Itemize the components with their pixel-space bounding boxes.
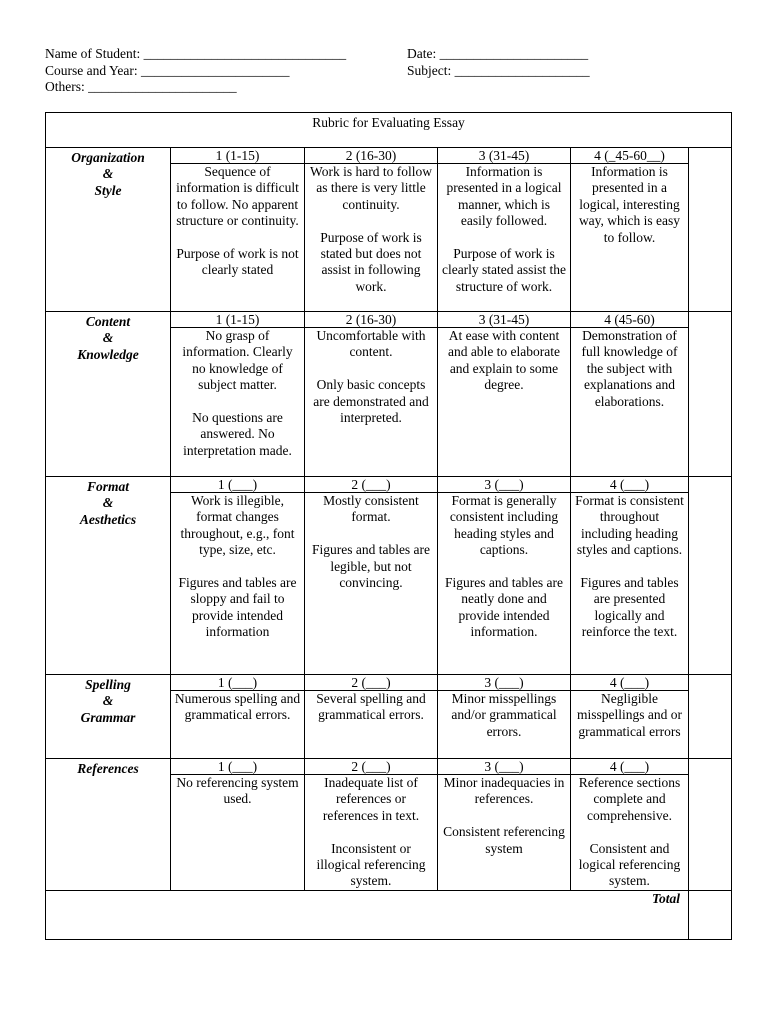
criterion-name bbox=[46, 148, 171, 312]
description-level-1: Sequence of information is difficult to follow. No apparent structure or continuity. Purpose of work is not clearly stated bbox=[171, 164, 305, 312]
criterion-score-row bbox=[46, 759, 732, 775]
rubric-table bbox=[45, 112, 732, 940]
criterion-name bbox=[46, 312, 171, 477]
score-level-1: 1 (1-15) bbox=[171, 148, 305, 164]
criterion-name bbox=[46, 477, 171, 675]
criterion-name bbox=[46, 675, 171, 759]
score-level-3: 3 (31-45) bbox=[438, 148, 571, 164]
criterion-name-line: Format bbox=[86, 479, 129, 494]
description-level-4: Format is consistent throughout including heading styles and captions. Figures and tables are presented logically and reinforce the text. bbox=[571, 493, 689, 675]
description-level-2: Uncomfortable with content. Only basic concepts are demonstrated and interpreted. bbox=[305, 328, 438, 477]
criterion-name-line: Content bbox=[85, 314, 131, 329]
description-level-4: Reference sections complete and comprehensive. Consistent and logical referencing system. bbox=[571, 775, 689, 891]
description-level-1: No referencing system used. bbox=[171, 775, 305, 891]
description-level-2: Several spelling and grammatical errors. bbox=[305, 691, 438, 759]
criterion-score-input[interactable] bbox=[689, 312, 732, 477]
description-level-3: Minor misspellings and/or grammatical errors. bbox=[438, 691, 571, 759]
description-level-2: Inadequate list of references or references in text. Inconsistent or illogical referencing system. bbox=[305, 775, 438, 891]
criterion-name-line: References bbox=[77, 761, 139, 776]
score-level-1: 1 (___) bbox=[171, 759, 305, 775]
criterion-score-row bbox=[46, 477, 732, 493]
score-level-1: 1 (1-15) bbox=[171, 312, 305, 328]
score-level-2: 2 (___) bbox=[305, 759, 438, 775]
description-level-2: Work is hard to follow as there is very little continuity. Purpose of work is stated but does not assist in following work. bbox=[305, 164, 438, 312]
others-field[interactable]: Others: ______________________ bbox=[45, 79, 237, 94]
score-level-2: 2 (___) bbox=[305, 675, 438, 691]
score-level-4: 4 (___) bbox=[571, 759, 689, 775]
criterion-name-line: & bbox=[102, 495, 114, 511]
description-level-4: Demonstration of full knowledge of the subject with explanations and elaborations. bbox=[571, 328, 689, 477]
criterion-name-line: Style bbox=[94, 182, 122, 198]
description-level-4: Information is presented in a logical, interesting way, which is easy to follow. bbox=[571, 164, 689, 312]
score-level-3: 3 (31-45) bbox=[438, 312, 571, 328]
total-label: Total bbox=[46, 891, 689, 940]
criterion-score-row bbox=[46, 148, 732, 164]
description-level-3: Information is presented in a logical manner, which is easily followed. Purpose of work is clearly stated assist the structure of work. bbox=[438, 164, 571, 312]
student-info-left bbox=[45, 46, 346, 96]
subject-field[interactable]: Subject: ____________________ bbox=[407, 62, 590, 78]
score-level-3: 3 (___) bbox=[438, 477, 571, 493]
rubric-title-row bbox=[46, 113, 732, 148]
date-field[interactable]: Date: ______________________ bbox=[407, 46, 589, 61]
description-level-4: Negligible misspellings and or grammatical errors bbox=[571, 691, 689, 759]
criterion-name-line: Spelling bbox=[85, 677, 131, 692]
student-info-right bbox=[407, 46, 590, 79]
criterion-score-row bbox=[46, 675, 732, 691]
criterion-score-row bbox=[46, 312, 732, 328]
score-level-4: 4 (___) bbox=[571, 477, 689, 493]
criterion-score-input[interactable] bbox=[689, 148, 732, 312]
criterion-score-input[interactable] bbox=[689, 759, 732, 891]
total-row bbox=[46, 891, 732, 940]
score-level-4: 4 (_45-60__) bbox=[571, 148, 689, 164]
criterion-name bbox=[46, 759, 171, 891]
criterion-name-line: Knowledge bbox=[77, 346, 139, 362]
description-level-1: Numerous spelling and grammatical errors. bbox=[171, 691, 305, 759]
score-level-2: 2 (___) bbox=[305, 477, 438, 493]
description-level-1: No grasp of information. Clearly no knowledge of subject matter. No questions are answered. No interpretation made. bbox=[171, 328, 305, 477]
score-level-2: 2 (16-30) bbox=[305, 312, 438, 328]
description-level-3: At ease with content and able to elaborate and explain to some degree. bbox=[438, 328, 571, 477]
description-level-2: Mostly consistent format. Figures and tables are legible, but not convincing. bbox=[305, 493, 438, 675]
criterion-score-input[interactable] bbox=[689, 675, 732, 759]
description-level-3: Minor inadequacies in references. Consistent referencing system bbox=[438, 775, 571, 891]
score-level-4: 4 (45-60) bbox=[571, 312, 689, 328]
score-level-4: 4 (___) bbox=[571, 675, 689, 691]
criterion-name-line: Grammar bbox=[80, 709, 136, 725]
criterion-name-line: & bbox=[102, 330, 114, 346]
description-level-3: Format is generally consistent including heading styles and captions. Figures and tables are neatly done and provide intended information. bbox=[438, 493, 571, 675]
score-level-3: 3 (___) bbox=[438, 675, 571, 691]
criterion-score-input[interactable] bbox=[689, 477, 732, 675]
score-level-1: 1 (___) bbox=[171, 675, 305, 691]
description-level-1: Work is illegible, format changes throughout, e.g., font type, size, etc. Figures and tables are sloppy and fail to provide intended information bbox=[171, 493, 305, 675]
rubric-title: Rubric for Evaluating Essay bbox=[46, 113, 732, 148]
criterion-name-line: & bbox=[102, 166, 114, 182]
course-year-field[interactable]: Course and Year: ______________________ bbox=[45, 62, 290, 78]
total-score-input[interactable] bbox=[689, 891, 732, 940]
student-name-field[interactable]: Name of Student: ______________________________ bbox=[45, 46, 347, 61]
score-level-3: 3 (___) bbox=[438, 759, 571, 775]
score-level-1: 1 (___) bbox=[171, 477, 305, 493]
score-level-2: 2 (16-30) bbox=[305, 148, 438, 164]
criterion-name-line: Aesthetics bbox=[79, 511, 137, 527]
criterion-name-line: Organization bbox=[71, 150, 145, 165]
criterion-name-line: & bbox=[102, 693, 114, 709]
